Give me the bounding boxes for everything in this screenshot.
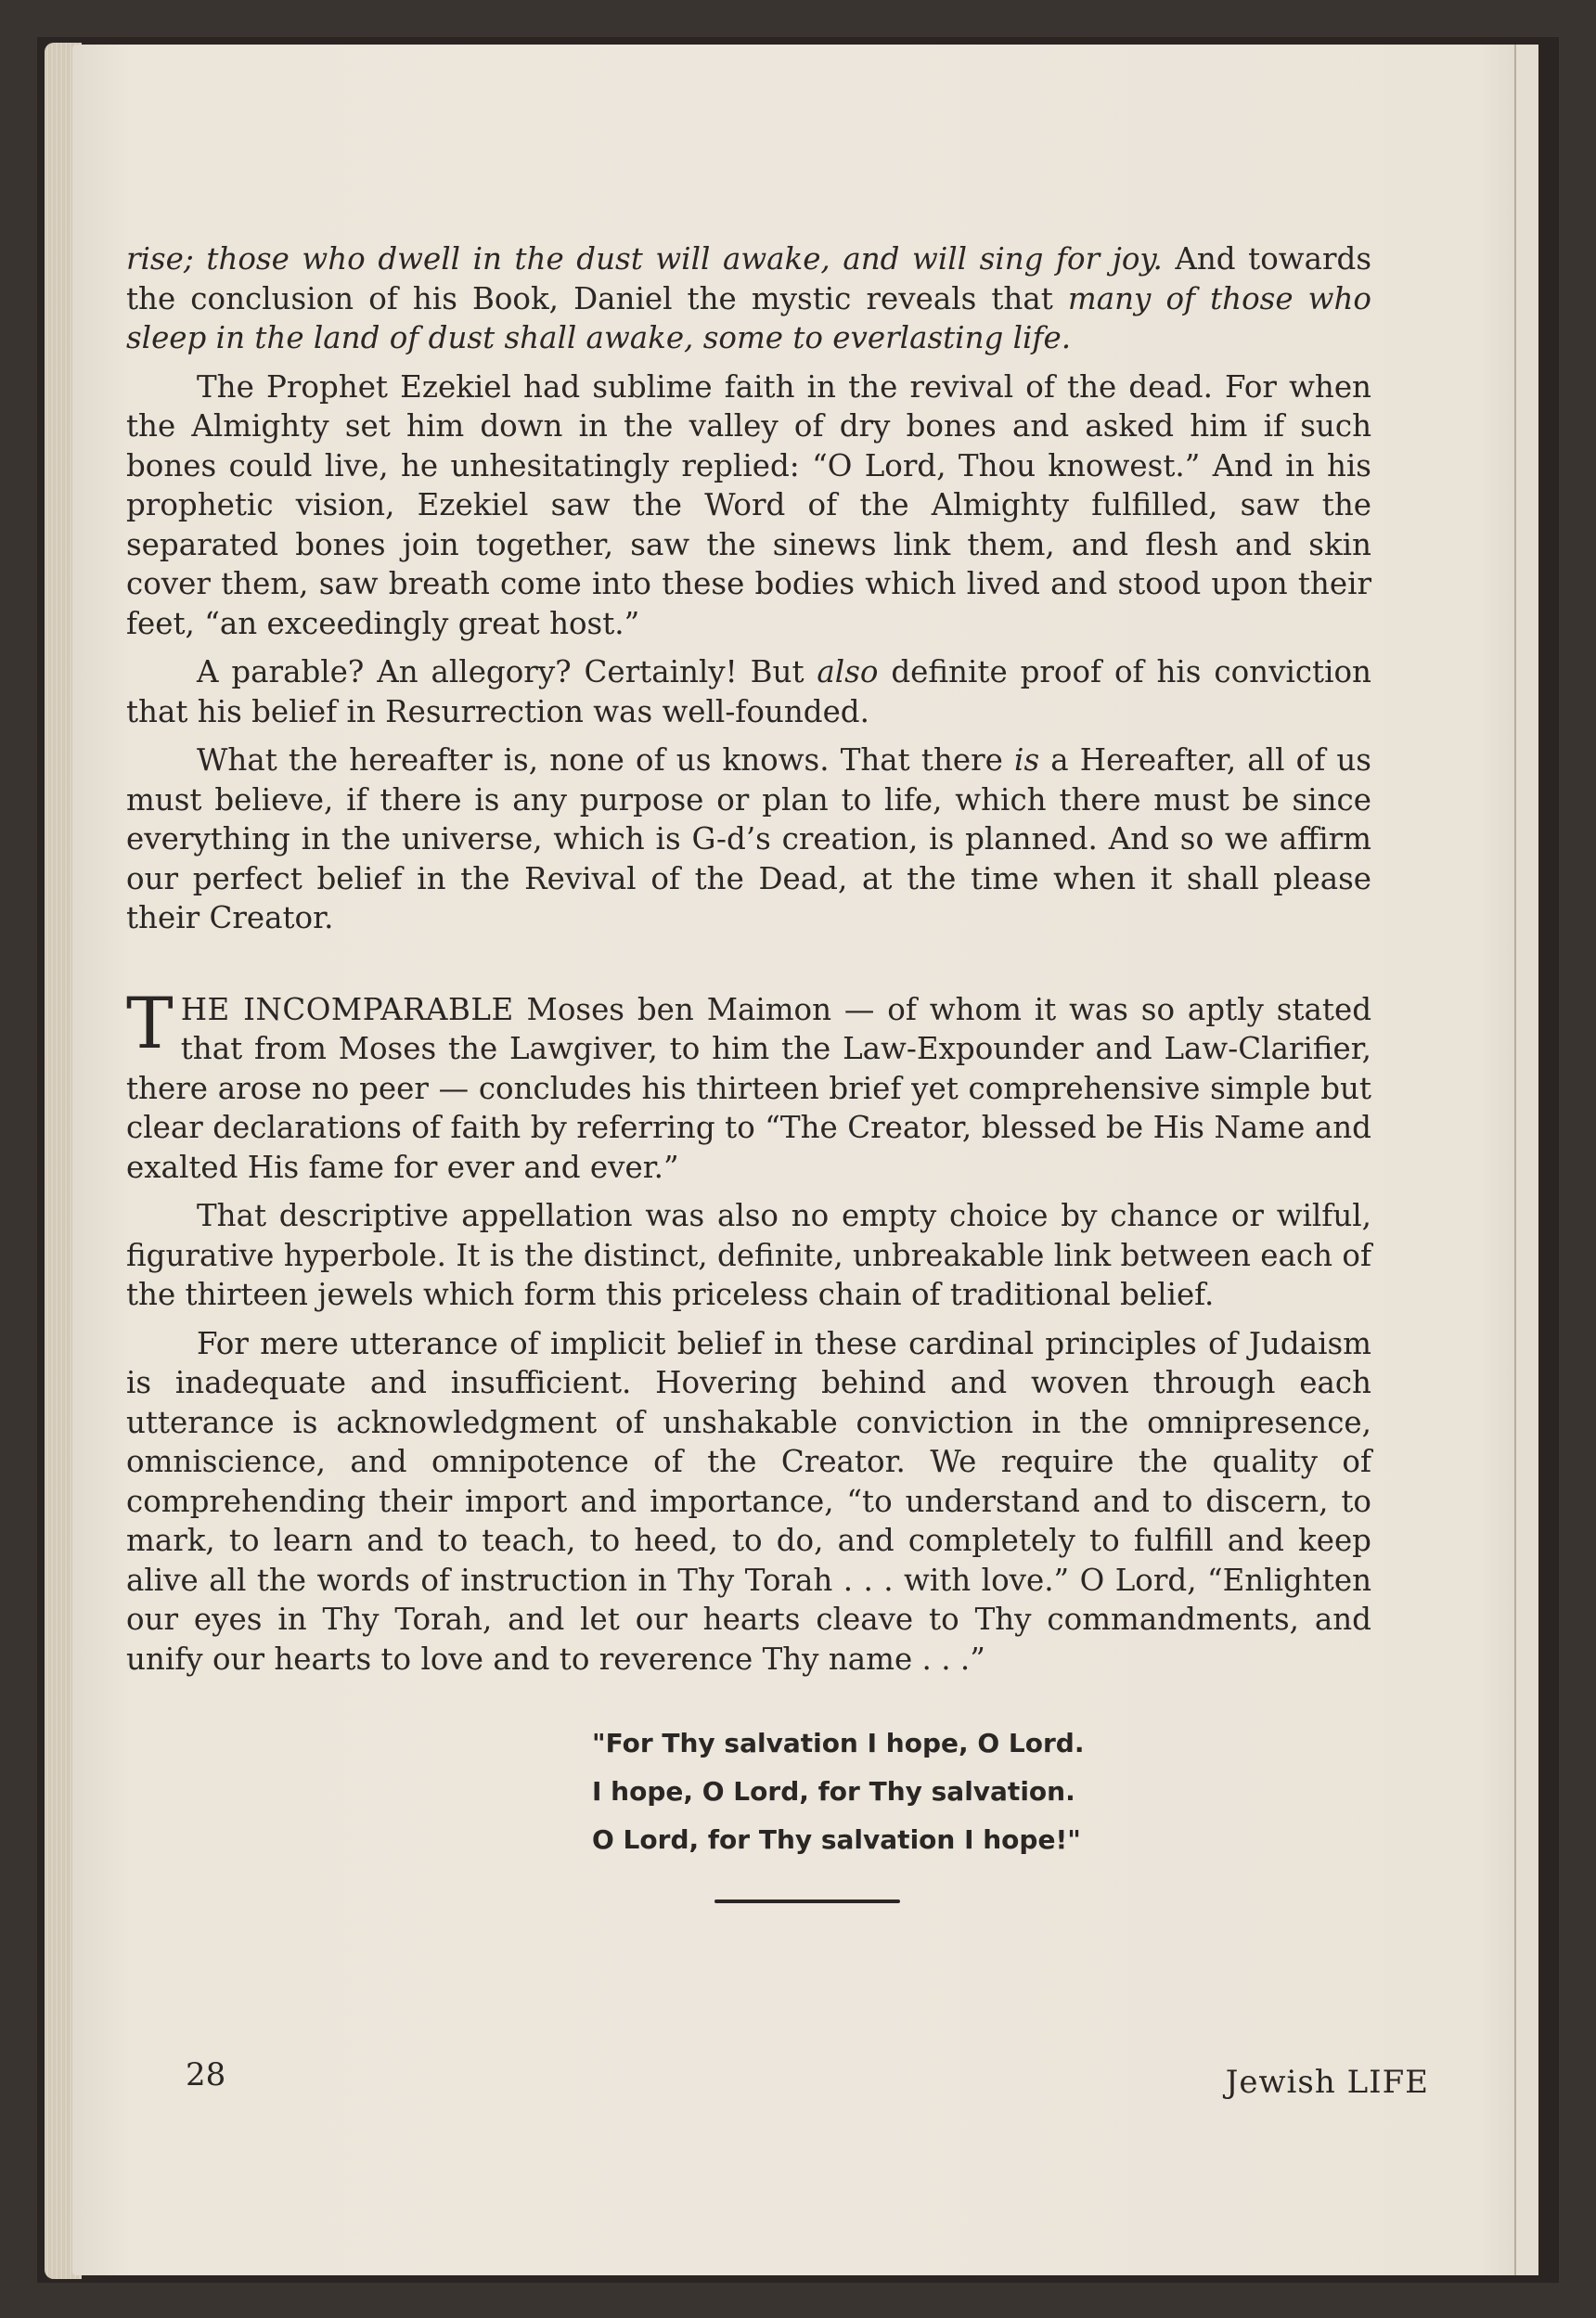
italic-run: many of those who sleep in the land of dust shall awake, some to everlasting life. bbox=[126, 280, 1371, 355]
paragraph-p1 bbox=[126, 239, 1371, 358]
paragraph-p3 bbox=[126, 652, 1371, 731]
page-number: 28 bbox=[186, 2056, 226, 2093]
section-paragraph-2: That descriptive appellation was also no empty choice by chance or wilful, figurative hyperbole. It is the distinct, definite, unbreakable link between each of the thirteen jewels which form this priceless chain of traditional belief. bbox=[126, 1198, 1371, 1312]
text-run: a Hereafter, all of us must believe, if there is any purpose or plan to life, which there must be since everything in the universe, which is G-d’s creation, is planned. And so we affirm our perfect belief in the Revival of the Dead, at the time when it shall please their Creator. bbox=[126, 742, 1371, 935]
section-paragraph-3: For mere utterance of implicit belief in these cardinal principles of Judaism is inadequate and insufficient. Hovering behind and woven through each utterance is acknowledgment of unshakable conviction in the omnipresence, omniscience, and omnipotence of the Creator. We require the quality of comprehending their import and importance, “to understand and to discern, to mark, to learn and to teach, to heed, to do, and completely to fulfill and keep alive all the words of instruction in Thy Torah . . . with love.” O Lord, “Enlighten our eyes in Thy Torah, and let our hearts cleave to Thy commandments, and unify our hearts to love and to reverence Thy name . . .” bbox=[126, 1325, 1371, 1677]
publication-name: Jewish LIFE bbox=[1225, 2064, 1429, 2101]
section-maimonides bbox=[126, 981, 1371, 1680]
paragraphs-container bbox=[126, 239, 1371, 938]
italic-run: is bbox=[1014, 742, 1040, 778]
text-run: A parable? An allegory? Certainly! But bbox=[197, 654, 817, 689]
section-first-paragraph bbox=[126, 981, 1371, 1188]
drop-cap: T bbox=[126, 981, 174, 1064]
text-run: The Prophet Ezekiel had sublime faith in the revival of the dead. For when the Almighty set him down in the valley of dry bones and asked him if such bones could live, he unhesitatingly replied: “O Lord, Thou knowest.” And in his prophetic vision, Ezekiel saw the Word of the Almighty fulfilled, saw the separated bones join together, saw the sinews link them, and flesh and skin cover them, saw breath come into these bodies which lived and stood upon their feet, “an exceedingly great host.” bbox=[126, 368, 1371, 641]
page-footer bbox=[186, 2056, 1429, 2103]
verse-line-1: "For Thy salvation I hope, O Lord. bbox=[592, 1728, 1085, 1758]
verse-line-2: I hope, O Lord, for Thy salvation. bbox=[592, 1776, 1075, 1807]
section-lead: HE INCOMPARABLE bbox=[180, 991, 514, 1027]
paragraph-p2 bbox=[126, 367, 1371, 644]
paragraph-p4 bbox=[126, 740, 1371, 938]
text-run: definite proof of his conviction that his belief in Resurrection was well-founded. bbox=[126, 654, 1371, 729]
closing-verse bbox=[126, 1719, 1371, 1864]
italic-run: also bbox=[817, 654, 879, 689]
text-run: And towards the conclusion of his Book, Daniel the mystic reveals that bbox=[126, 241, 1372, 316]
section-first-text: Moses ben Maimon — of whom it was so aptly stated that from Moses the Lawgiver, to him the Law-Expounder and Law-Clarifier, there arose no peer — concludes his thirteen brief yet comprehensive simple but clear declarations of faith by referring to “The Creator, blessed be His Name and exalted His fame for ever and ever.” bbox=[126, 991, 1371, 1185]
italic-run: rise; those who dwell in the dust will awake, and will sing for joy. bbox=[126, 241, 1163, 277]
decorative-rule bbox=[714, 1899, 900, 1903]
text-run: What the hereafter is, none of us knows. That there bbox=[197, 742, 1015, 778]
verse-line-3: O Lord, for Thy salvation I hope!" bbox=[592, 1824, 1081, 1855]
article-body bbox=[126, 239, 1371, 1903]
page-gutter bbox=[1514, 45, 1538, 2275]
